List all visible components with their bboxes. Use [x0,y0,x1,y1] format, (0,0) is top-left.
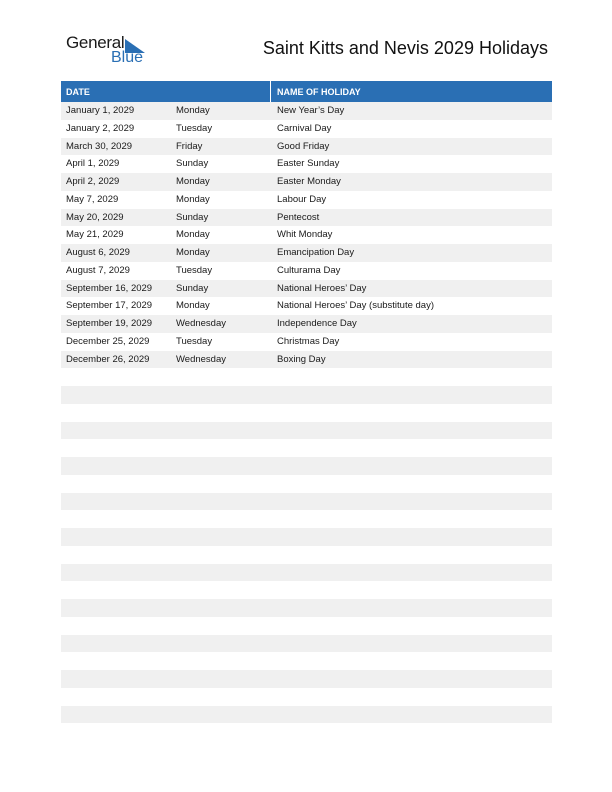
holiday-cell: New Year’s Day [277,105,345,116]
empty-row [61,546,552,564]
empty-row [61,599,552,617]
table-row [61,138,552,156]
date-cell: March 30, 2029 [66,140,133,152]
date-cell: April 2, 2029 [66,176,120,187]
page-title: Saint Kitts and Nevis 2029 Holidays [262,38,548,58]
day-cell: Sunday [176,158,209,170]
holiday-cell: Culturama Day [277,264,341,276]
empty-row [61,635,552,653]
holiday-cell: Christmas Day [277,335,340,347]
header-date: DATE [66,87,90,97]
day-cell: Sunday [176,282,209,294]
empty-row [61,510,552,528]
table-body [61,102,552,368]
date-cell: December 25, 2029 [66,335,150,347]
logo-blue-text: Blue [111,49,144,66]
day-cell: Tuesday [176,335,213,347]
date-cell: December 26, 2029 [66,353,150,365]
empty-row [61,475,552,493]
table-row [61,102,552,120]
day-cell: Monday [176,300,210,312]
date-cell: May 7, 2029 [66,193,119,205]
date-cell: May 21, 2029 [66,229,124,241]
empty-rows [61,368,552,723]
day-cell: Monday [176,176,210,187]
day-cell: Monday [176,247,210,258]
date-cell: January 2, 2029 [66,122,135,134]
day-cell: Tuesday [176,122,213,134]
empty-row [61,688,552,706]
table-header [61,81,552,102]
date-cell: August 7, 2029 [66,264,130,276]
header-holiday: NAME OF HOLIDAY [277,87,361,97]
table-row [61,262,552,280]
table-row [61,333,552,351]
holiday-table [61,81,552,723]
holiday-cell: Independence Day [277,318,357,329]
holiday-cell: National Heroes’ Day (substitute day) [277,300,434,312]
empty-row [61,493,552,511]
date-cell: September 16, 2029 [66,282,153,294]
day-cell: Tuesday [176,264,213,276]
empty-row [61,422,552,440]
empty-row [61,652,552,670]
holiday-cell: Easter Sunday [277,158,340,170]
table-row [61,209,552,227]
empty-row [61,404,552,422]
date-cell: January 1, 2029 [66,105,135,116]
date-cell: April 1, 2029 [66,158,120,170]
holiday-cell: Emancipation Day [277,247,355,258]
empty-row [61,706,552,724]
table-row [61,120,552,138]
day-cell: Wednesday [176,353,226,365]
day-cell: Monday [176,229,210,241]
date-cell: September 19, 2029 [66,318,153,329]
table-row [61,297,552,315]
holiday-cell: Labour Day [277,193,327,205]
holiday-cell: Easter Monday [277,176,341,187]
empty-row [61,457,552,475]
empty-row [61,564,552,582]
holiday-cell: Boxing Day [277,353,326,365]
empty-row [61,386,552,404]
holiday-cell: Carnival Day [277,122,332,134]
empty-row [61,581,552,599]
table-row [61,173,552,191]
logo [66,33,156,69]
table-row [61,226,552,244]
day-cell: Wednesday [176,318,226,329]
day-cell: Sunday [176,211,209,223]
holiday-cell: Pentecost [277,211,320,223]
day-cell: Monday [176,193,210,205]
holiday-cell: Good Friday [277,140,330,152]
day-cell: Friday [176,140,203,152]
logo-general-text: General [66,33,125,52]
table-row [61,155,552,173]
empty-row [61,368,552,386]
date-cell: August 6, 2029 [66,247,130,258]
holiday-cell: National Heroes’ Day [277,282,367,294]
date-cell: May 20, 2029 [66,211,124,223]
empty-row [61,439,552,457]
empty-row [61,670,552,688]
table-row [61,315,552,333]
date-cell: September 17, 2029 [66,300,153,312]
holiday-cell: Whit Monday [277,229,333,241]
header-divider [270,81,271,102]
day-cell: Monday [176,105,210,116]
empty-row [61,617,552,635]
table-row [61,191,552,209]
empty-row [61,528,552,546]
table-row [61,244,552,262]
table-row [61,280,552,298]
table-row [61,351,552,369]
